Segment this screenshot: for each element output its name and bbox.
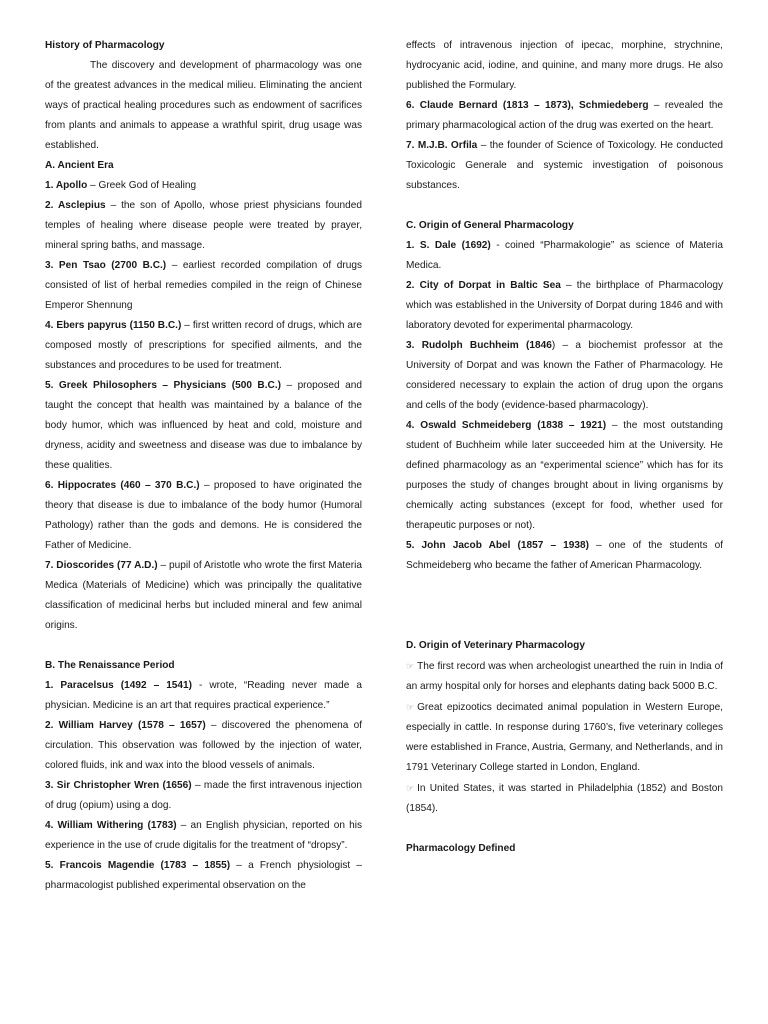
section-heading-renaissance: B. The Renaissance Period	[45, 660, 175, 671]
spacer	[406, 596, 723, 616]
list-item: 5. Greek Philosophers – Physicians (500 B.C.) – proposed and taught the concept that health was maintained by a balance of the body humor, which was influenced by heat and cold, moisture and dryness, acidity and sweetness and disease was due to imbalance by these qualities.	[45, 380, 362, 471]
section-heading-ancient-era: A. Ancient Era	[45, 160, 114, 171]
left-column	[45, 36, 362, 896]
pointing-hand-icon: ☞	[406, 661, 415, 671]
pointing-hand-icon: ☞	[406, 702, 415, 712]
bullet-item: ☞ In United States, it was started in Philadelphia (1852) and Boston (1854).	[406, 783, 723, 814]
list-item: 7. Dioscorides (77 A.D.) – pupil of Aristotle who wrote the first Materia Medica (Materials of Medicine) which was principally the qualitative classification of medicinal herbs but included mineral and few animal origins.	[45, 560, 363, 631]
spacer	[406, 196, 723, 216]
list-item: 1. S. Dale (1692) - coined “Pharmakologie” as science of Materia Medica.	[406, 240, 723, 271]
list-item: 7. M.J.B. Orfila – the founder of Science of Toxicology. He conducted Toxicologic Generale and systemic investigation of poisonous substances.	[406, 140, 723, 191]
list-item: 4. Ebers papyrus (1150 B.C.) – first written record of drugs, which are composed mostly of prescriptions for specified ailments, and the substances and procedures to be used for treatment.	[45, 320, 363, 371]
list-item: 1. Apollo – Greek God of Healing	[45, 180, 197, 191]
intro-paragraph: The discovery and development of pharmacology was one of the greatest advances in the medical milieu. Eliminating the ancient ways of practical healing procedures such as endowment of sacrifices from plants and animals to appease a wrathful spirit, drug usage was established.	[45, 60, 362, 151]
section-heading-veterinary-pharmacology: D. Origin of Veterinary Pharmacology	[406, 640, 585, 651]
bullet-item: ☞ Great epizootics decimated animal population in Western Europe, especially in cattle. In response during 1760’s, five veterinary colleges were established in France, Austria, Germany, and Netherlands, and in 1791 Veterinary College started in London, England.	[406, 702, 723, 773]
document-title: History of Pharmacology	[45, 40, 165, 51]
spacer	[406, 616, 723, 636]
list-item: 3. Sir Christopher Wren (1656) – made the first intravenous injection of drug (opium) using a dog.	[45, 780, 362, 811]
spacer	[406, 819, 723, 839]
list-item: 4. Oswald Schmeideberg (1838 – 1921) – the most outstanding student of Buchheim while later succeeded him at the University. He defined pharmacology as an “experimental science” which has for its purposes the study of changes brought about in living organisms by chemically acting substances (except for food, whether used for therapeutic purposes or not).	[406, 420, 723, 531]
list-item: 1. Paracelsus (1492 – 1541) - wrote, “Reading never made a physician. Medicine is an art that requires practical experience.”	[45, 680, 362, 711]
list-item: 2. Asclepius – the son of Apollo, whose priest physicians founded temples of healing where disease people were treated by prayer, mineral spring baths, and massage.	[45, 200, 362, 251]
continued-text: effects of intravenous injection of ipecac, morphine, strychnine, hydrocyanic acid, iodine, and quinine, and many more drugs. He also published the Formulary.	[406, 40, 723, 91]
list-item: 6. Claude Bernard (1813 – 1873), Schmiedeberg – revealed the primary pharmacological action of the drug was exerted on the heart.	[406, 100, 723, 131]
spacer	[406, 576, 723, 596]
list-item: 6. Hippocrates (460 – 370 B.C.) – proposed to have originated the theory that disease is due to imbalance of the body humor (Humoral Pathology) rather than the gods and demons. He is considered the Father of Medicine.	[45, 480, 362, 551]
right-column	[406, 36, 723, 859]
list-item: 2. William Harvey (1578 – 1657) – discovered the phenomena of circulation. This observation was followed by the injection of water, colored fluids, ink and wax into the blood vessels of animals.	[45, 720, 363, 771]
list-item: 4. William Withering (1783) – an English physician, reported on his experience in the use of crude digitalis for the treatment of “dropsy”.	[45, 820, 363, 851]
list-item: 3. Pen Tsao (2700 B.C.) – earliest recorded compilation of drugs consisted of list of herbal remedies compiled in the reign of Chinese Emperor Shennung	[45, 260, 362, 311]
spacer	[45, 636, 362, 656]
list-item: 3. Rudolph Buchheim (1846) – a biochemist professor at the University of Dorpat and was known the Father of Pharmacology. He considered necessary to explain the action of drug upon the organs and cells of the body (evidence-based pharmacology).	[406, 340, 723, 411]
section-heading-pharmacology-defined: Pharmacology Defined	[406, 843, 516, 854]
list-item: 5. John Jacob Abel (1857 – 1938) – one of the students of Schmeideberg who became the father of American Pharmacology.	[406, 540, 723, 571]
list-item: 2. City of Dorpat in Baltic Sea – the birthplace of Pharmacology which was established in the University of Dorpat during 1846 and with laboratory devoted for experimental pharmacology.	[406, 280, 724, 331]
list-item: 5. Francois Magendie (1783 – 1855) – a French physiologist – pharmacologist published experimental observation on the	[45, 860, 362, 891]
bullet-item: ☞ The first record was when archeologist unearthed the ruin in India of an army hospital only for horses and elephants dating back 5000 B.C.	[406, 661, 723, 692]
section-heading-general-pharmacology: C. Origin of General Pharmacology	[406, 220, 574, 231]
pointing-hand-icon: ☞	[406, 783, 415, 793]
